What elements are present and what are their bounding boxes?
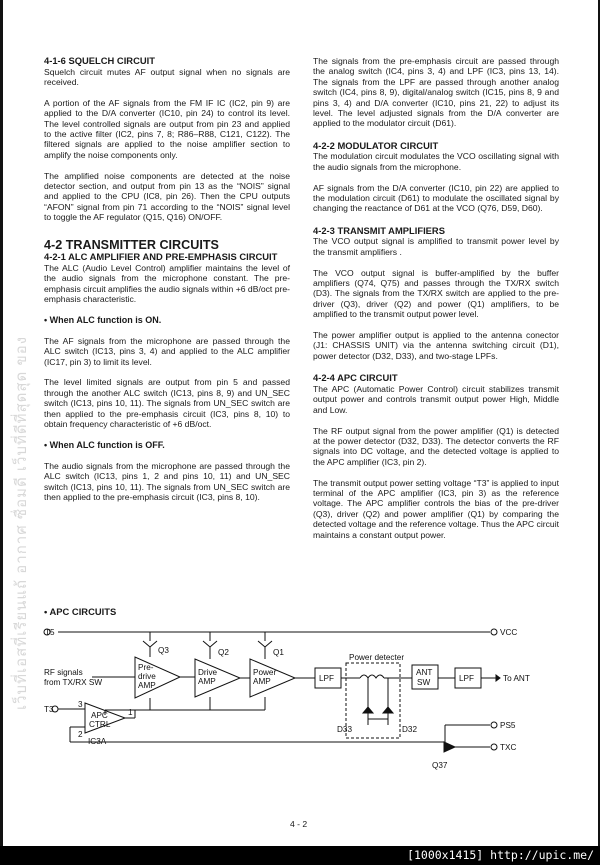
paragraph: The VCO output signal is buffer-amplified by the buffer amplifiers (Q74, Q75) and passes through the TX/RX switch (D3). The signals from the TX/RX switch are applied to the pre-driver (Q3), driver (Q2) and power (Q1) amplifiers, to be amplified to the transmit output power level. — [313, 267, 559, 320]
diagram-title: • APC CIRCUITS — [44, 606, 117, 617]
label-vcc: VCC — [500, 628, 518, 637]
label-power-1: Power — [253, 668, 277, 677]
paragraph: The power amplifier output is applied to the antenna conector (J1: CHASSIS UNIT) via the antenna switching circuit (D1), power detector (D32, D33), and two-stage LPFs. — [313, 330, 559, 361]
paragraph: The level limited signals are output from pin 5 and passed through the another ALC switch (IC13, pins 8, 9) and UN_SEC switch (IC13, pins 10, 11). The signals from UN_SEC switch are then applied to the pre-emphasis circuit (IC3, pins 8, 10) to obtain frequency characteristic of +6 dB/oct. — [44, 377, 290, 429]
label-drive-2: AMP — [198, 677, 216, 686]
bullet-heading-alc-off: • When ALC function is OFF. — [44, 439, 165, 450]
footer-url: [1000x1415] http://upic.me/ — [407, 848, 594, 862]
section-title-modulator: 4-2-2 MODULATOR CIRCUIT — [313, 139, 439, 151]
label-t3: T3 — [44, 705, 54, 714]
label-predrive-1: Pre- — [138, 663, 154, 672]
label-pin-2: 2 — [78, 730, 83, 739]
label-apc-2: CTRL — [89, 720, 111, 729]
section-title-squelch: 4-1-6 SQUELCH CIRCUIT — [44, 55, 155, 66]
label-q2: Q2 — [218, 648, 229, 657]
label-power-2: AMP — [253, 677, 271, 686]
section-title-apc: 4-2-4 APC CIRCUIT — [313, 372, 398, 384]
apc-circuit-diagram — [0, 615, 600, 780]
label-drive-1: Drive — [198, 668, 218, 677]
label-q37: Q37 — [432, 761, 448, 770]
paragraph: AF signals from the D/A converter (IC10, pin 22) are applied to the modulation circuit (D61) to modulate the oscillated signal by changing the reactance of D61 at the VCO (Q76, D59, D60). — [313, 182, 559, 214]
paragraph: Squelch circuit mutes AF output signal when no signals are received. — [44, 66, 290, 87]
label-ant-1: ANT — [416, 668, 433, 677]
page-number: 4 - 2 — [290, 819, 308, 829]
label-power-detector: Power detecter — [349, 653, 405, 662]
left-column — [44, 56, 290, 513]
paragraph: The amplified noise components are detected at the noise detector section, and output from pin 13 as the “NOIS” signal and applied to the CPU (IC8, pin 26). Then the CPU outputs “AFON” signal from pin 71 according to the “NOIS” signal level to toggle the AF regulator (Q15, Q16) ON/OFF. — [44, 170, 290, 223]
label-rf-in-1: RF signals — [44, 668, 83, 677]
label-d32: D32 — [402, 725, 418, 734]
section-title-transmitter: 4-2 TRANSMITTER CIRCUITS — [44, 237, 219, 252]
label-to-ant: To ANT — [503, 674, 530, 683]
label-ant-2: SW — [417, 678, 431, 687]
paragraph: The RF output signal from the power amplifier (Q1) is detected at the power detector (D32, D33). The detector converts the RF signals into DC voltage, and the detected voltage is applied to the APC amplifier (IC3, pin 2). — [313, 425, 559, 467]
label-d33: D33 — [337, 725, 353, 734]
label-ps5: PS5 — [500, 721, 516, 730]
paragraph: The modulation circuit modulates the VCO oscillating signal with the audio signals from the microphone. — [313, 151, 559, 172]
label-pin-1: 1 — [128, 708, 133, 717]
label-rf-in-2: from TX/RX SW — [44, 678, 103, 687]
label-pin-3: 3 — [78, 700, 83, 709]
label-apc-1: APC — [91, 711, 108, 720]
section-title-transmit-amplifiers: 4-2-3 TRANSMIT AMPLIFIERS — [313, 224, 445, 236]
label-t5: T5 — [45, 628, 55, 637]
paragraph: A portion of the AF signals from the FM IF IC (IC2, pin 9) are applied to the D/A converter (IC10, pin 24) to control its level. The level controlled signals are output from pin 23 and applied to the active filter (IC2, pins 7, 8; R86–R88, C121, C122). The filtered signals are applied to the noise amplifier section to amplify the noise components only. — [44, 97, 290, 160]
paragraph: The APC (Automatic Power Control) circuit stabilizes transmit output power and controls transmit output power High, Middle and Low. — [313, 383, 559, 415]
paragraph: The VCO output signal is amplified to transmit power level by the transmit amplifiers . — [313, 236, 559, 257]
label-q3: Q3 — [158, 646, 169, 655]
label-predrive-2: drive — [138, 672, 156, 681]
bullet-heading-alc-on: • When ALC function is ON. — [44, 314, 162, 325]
label-q1: Q1 — [273, 648, 284, 657]
label-lpf-2: LPF — [459, 674, 475, 683]
watermark: เว็บที่เอสที่เรียนแถ้ อากาศ ซื่อมดี เว็บที่ดีที่สุดสุด ของ — [13, 335, 30, 710]
right-column — [313, 56, 559, 550]
label-lpf-1: LPF — [319, 674, 335, 683]
paragraph: The audio signals from the microphone are passed through the ALC switch (IC13, pins 1, 2 and pins 10, 11) and UN_SEC switch (IC13, pins 10, 11). The signals from UN_SEC switch are then applied to the pre-emphasis circuit (IC3, pins 8, 10). — [44, 460, 290, 502]
label-predrive-3: AMP — [138, 681, 156, 690]
section-title-alc: 4-2-1 ALC AMPLIFIER AND PRE-EMPHASIS CIRCUIT — [44, 251, 278, 263]
paragraph: The AF signals from the microphone are passed through the ALC switch (IC13, pins 3, 4) and applied to the ALC amplifier (IC17, pin 3) to limit its level. — [44, 335, 290, 367]
paragraph: The signals from the pre-emphasis circuit are passed through the analog switch (IC4, pins 3, 4) and LPF (IC3, pins 13, 14). The signals from the LPF are passed through another analog switch (IC4, pins 8, 9), digital/analog switch (IC15, pins 8, 9 and pins 3, 4) and D/A converter (IC10, pins 21, 22) to adjust its level. The level adjusted signals from the D/A converter are applied to the modulator circuit (D61). — [313, 56, 559, 129]
paragraph: The ALC (Audio Level Control) amplifier maintains the level of the audio signals from the microphone constant. The pre-emphasis circuit amplifies the audio signals within +6 dB/oct pre-emphasis characteristic. — [44, 262, 290, 304]
paragraph: The transmit output power setting voltage “T3” is applied to input terminal of the APC amplifier (IC3, pin 3) as the reference voltage. The APC amplifier controls the bias of the pre-driver (Q3), driver (Q2) and power amplifier (Q1) by comparing the detected voltage and the reference voltage. Thus the APC circuit maintains a constant output power. — [313, 477, 559, 540]
label-ic3a: IC3A — [88, 737, 107, 746]
label-txc: TXC — [500, 743, 517, 752]
